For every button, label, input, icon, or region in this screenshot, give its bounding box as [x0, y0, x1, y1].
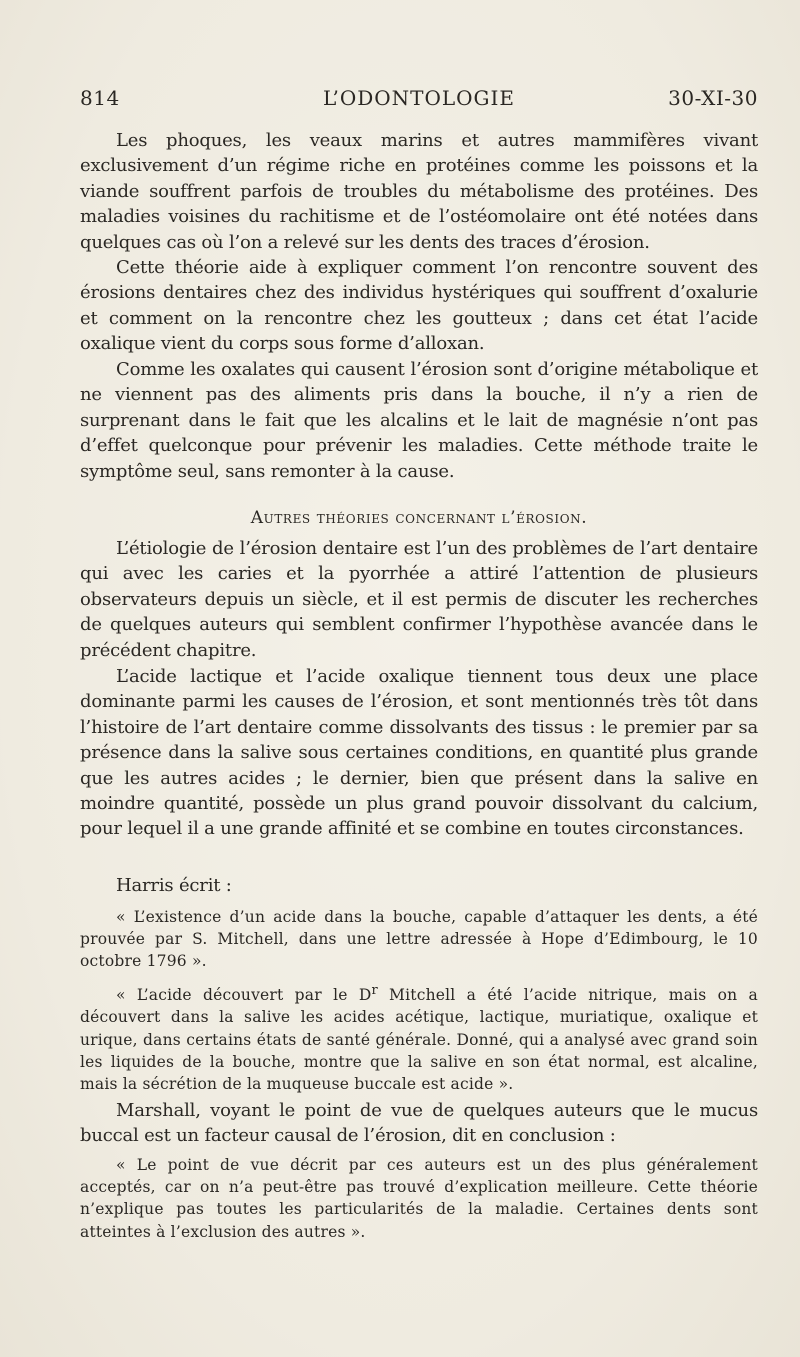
running-header — [80, 86, 758, 116]
quote-conclusion: « Le point de vue décrit par ces auteurs est un des plus généralement acceptés, car on n’a peut-être pas trouvé d’explication meilleure. Cette théorie n’explique pas toutes les particularités de la maladie. Certaines dents sont atteintes à l’exclusion des autres ». — [80, 1156, 758, 1241]
paragraph-acide-lactique: L’acide lactique et l’acide oxalique tiennent tous deux une place dominante parmi les causes de l’érosion, et sont mentionnés très tôt dans l’histoire de l’art dentaire comme dissolvants des tissus : le premier par sa présence dans la salive sous certaines conditions, en quantité plus grande que les autres acides ; le dernier, bien que présent dans la salive en moindre quantité, possède un plus grand pouvoir dissolvant du calcium, pour lequel il a une grande affinité et se combine en toutes circonstances. — [80, 666, 758, 840]
quote-text-start: « L’acide découvert par le D — [116, 986, 372, 1005]
quote-text-end: Mitchell a été l’acide nitrique, mais on a découvert dans la salive les acides acétique, lactique, muriatique, oxalique et urique, dans certains états de santé générale. Donné, qui a analysé avec grand soin les liquides de la bouche, montre que la salive en son état normal, est alcaline, mais la sécrétion de la muqueuse buccale est acide ». — [80, 986, 759, 1093]
paragraph-oxalates: Comme les oxalates qui causent l’érosion sont d’origine métabolique et ne viennent pas des aliments pris dans la bouche, il n’y a rien de surprenant dans le fait que les alcalins et le lait de magnésie n’ont pas d’effet quelconque pour prévenir les maladies. Cette méthode traite le symptôme seul, sans remonter à la cause. — [80, 359, 758, 482]
paragraph-etiologie: L’étiologie de l’érosion dentaire est l’un des problèmes de l’art dentaire qui avec les caries et la pyorrhée a attiré l’attention de plusieurs observateurs depuis un siècle, et il est permis de discuter les recherches de quelques auteurs qui semblent confirmer l’hypothèse avancée dans le précédent chapitre. — [80, 538, 758, 661]
issue-date: 30-XI-30 — [668, 86, 758, 110]
journal-title: L’ODONTOLOGIE — [322, 86, 516, 110]
paragraph-phoques: Les phoques, les veaux marins et autres mammifères vivant exclusivement d’un régime riche en protéines comme les poissons et la viande souffrent parfois de troubles du métabolisme des protéines. Des maladies voisines du rachitisme et de l’ostéomolaire ont été notées dans quelques cas où l’on a relevé sur les dents des traces d’érosion. — [80, 130, 758, 253]
paragraph-theorie: Cette théorie aide à expliquer comment l’on rencontre souvent des érosions dentaires chez des individus hystériques qui souffrent d’oxalurie et comment on la rencontre chez les goutteux ; dans cet état l’acide oxalique vient du corps sous forme d’alloxan. — [80, 257, 758, 355]
quote-mitchell: « L’existence d’un acide dans la bouche, capable d’attaquer les dents, a été prouvée par S. Mitchell, dans une lettre adressée à Hope d’Edimbourg, le 10 octobre 1796 ». — [80, 908, 758, 971]
quote-superscript: r — [371, 983, 378, 998]
quote-acide-decouvert — [80, 980, 758, 1095]
section-heading: Autres théories concernant l’érosion. — [250, 508, 588, 528]
paragraph-harris: Harris écrit : — [116, 875, 232, 896]
paragraph-marshall: Marshall, voyant le point de vue de quelques auteurs que le mucus buccal est un facteur causal de l’érosion, dit en conclusion : — [80, 1100, 758, 1147]
page-number: 814 — [80, 86, 120, 110]
